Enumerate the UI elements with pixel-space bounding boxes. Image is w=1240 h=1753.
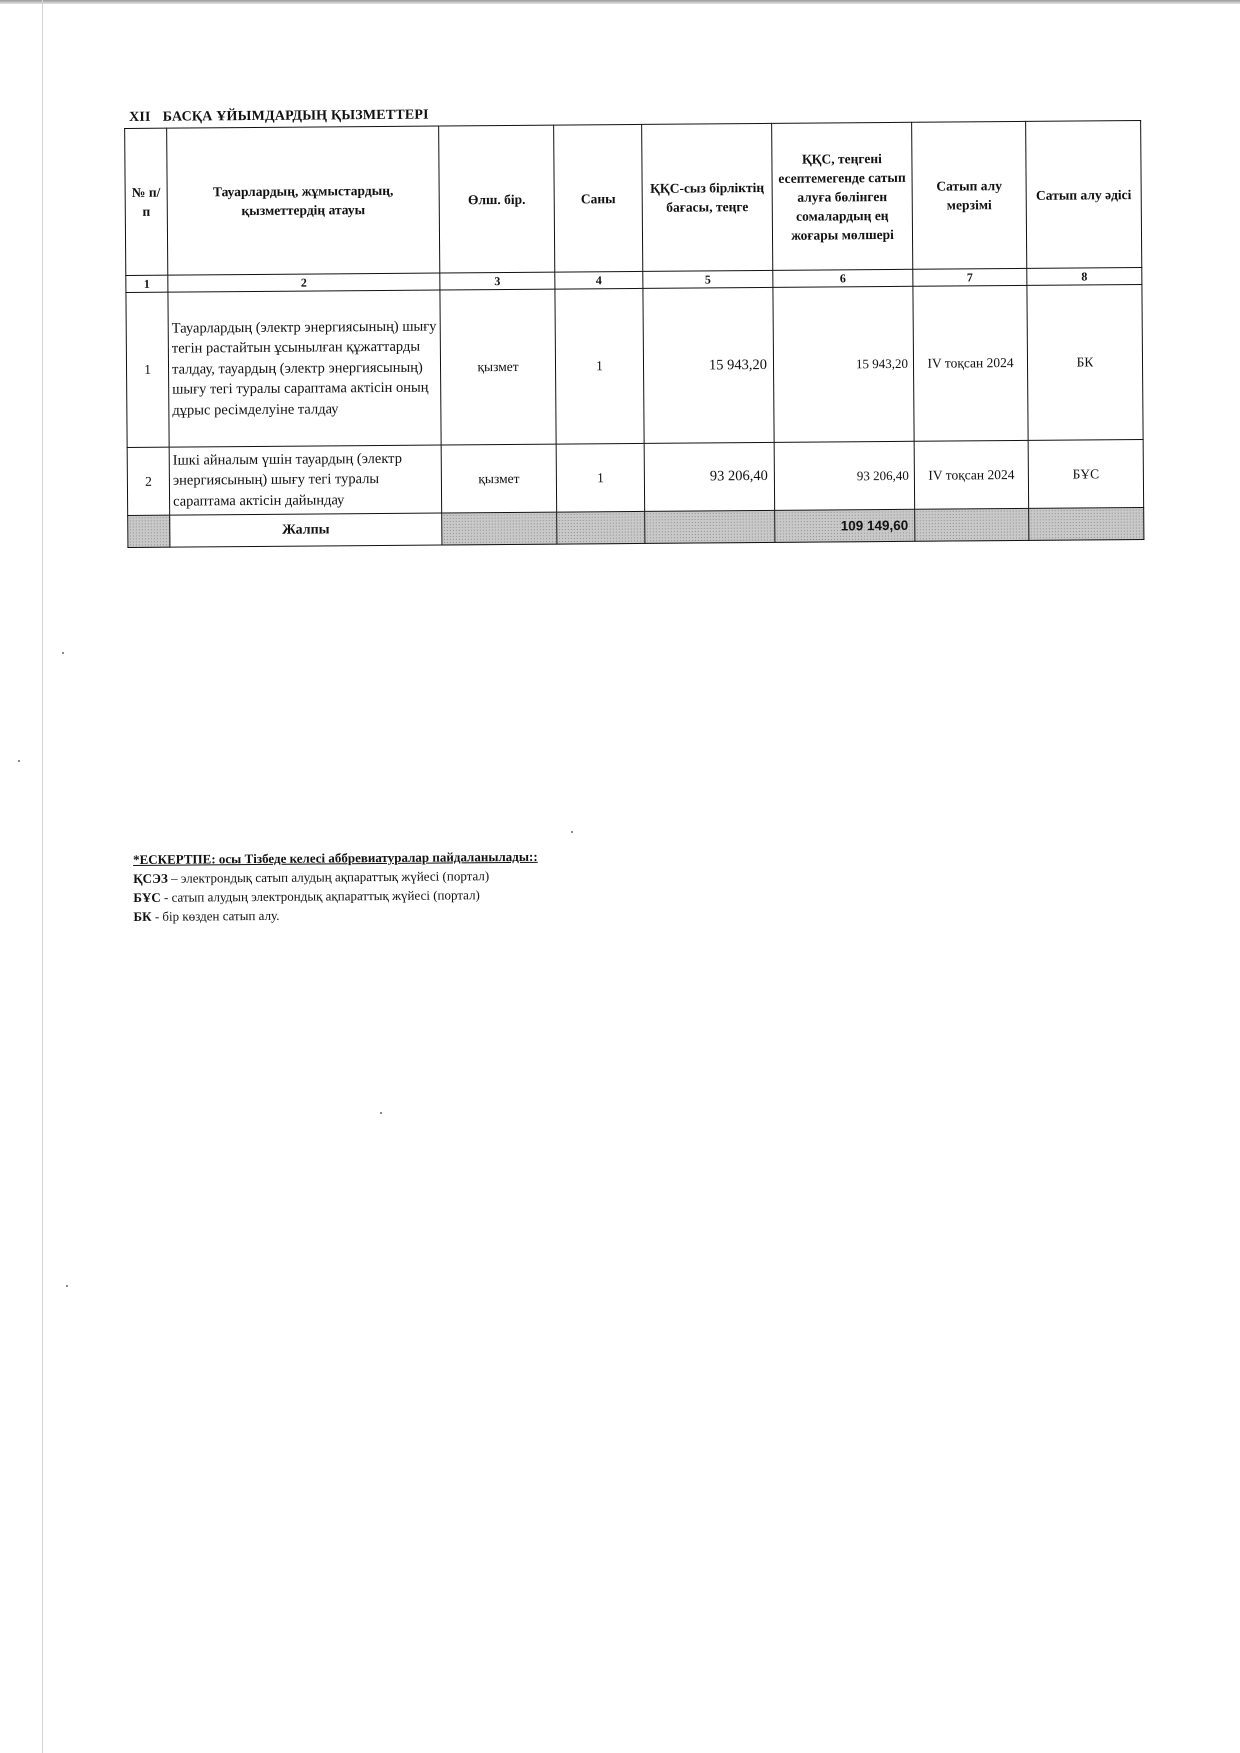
column-index: 7	[913, 268, 1027, 286]
scan-speck	[66, 1285, 68, 1287]
shaded-cell	[645, 510, 775, 543]
item-unit: қызмет	[440, 289, 556, 445]
section-heading: БАСҚА ҰЙЫМДАРДЫҢ ҚЫЗМЕТТЕРІ	[162, 107, 429, 125]
header-unit: Өлш. бір.	[439, 125, 555, 273]
column-index: 6	[773, 269, 913, 287]
scan-fold-line	[42, 0, 43, 1753]
table-row	[127, 440, 1144, 516]
column-index: 1	[126, 275, 168, 292]
row-number: 2	[127, 447, 170, 515]
scan-speck	[380, 1112, 382, 1114]
column-index: 8	[1027, 268, 1142, 286]
header-quantity: Саны	[554, 124, 643, 272]
item-max-amount: 15 943,20	[773, 286, 914, 442]
scan-speck	[571, 831, 573, 833]
item-method: БҰС	[1028, 440, 1144, 509]
procurement-table	[124, 120, 1144, 548]
column-index: 4	[555, 271, 643, 289]
item-max-amount: 93 206,40	[774, 441, 915, 510]
scan-top-edge	[0, 0, 1240, 4]
column-index: 5	[643, 270, 773, 288]
item-unit-price: 93 206,40	[644, 442, 775, 511]
item-period: IV тоқсан 2024	[913, 285, 1028, 441]
note-abbr: БК	[133, 908, 152, 924]
procurement-section	[124, 102, 1143, 548]
total-row	[128, 508, 1144, 548]
shaded-cell	[915, 508, 1029, 541]
note-text: - бір көзден сатып алу.	[151, 907, 280, 924]
item-unit: қызмет	[441, 444, 557, 513]
table-header-row	[125, 121, 1142, 276]
item-quantity: 1	[556, 443, 645, 512]
item-quantity: 1	[555, 288, 644, 444]
note-item	[133, 902, 773, 926]
column-index: 3	[440, 272, 555, 290]
header-period: Сатып алу мерзімі	[912, 121, 1027, 269]
section-number: XII	[128, 109, 151, 125]
total-value: 109 149,60	[775, 509, 915, 542]
table-row	[126, 285, 1143, 448]
note-title: *ЕСКЕРТПЕ: осы Тізбеде келесі аббревиатуралар пайдаланылады::	[133, 848, 538, 867]
scan-speck	[18, 760, 20, 762]
shaded-cell	[557, 511, 645, 544]
item-name: Тауарлардың (электр энергиясының) шығу тегін растайтын ұсынылған құжаттарды талдау, тауардың (электр энергиясының) шығу тегі туралы сараптама актісін оның дұрыс ресімделуіне талдау	[168, 290, 441, 447]
shaded-cell	[1029, 508, 1144, 541]
note-text: - сатып алудың электрондық ақпараттық жүйесі (портал)	[160, 887, 480, 905]
item-method: БК	[1027, 285, 1143, 441]
note-text: – электрондық сатып алудың ақпараттық жүйесі (портал)	[167, 868, 490, 886]
abbreviations-note	[133, 845, 774, 926]
note-abbr: ҚСЭЗ	[133, 870, 168, 886]
shaded-cell	[128, 515, 170, 547]
item-unit-price: 15 943,20	[643, 287, 774, 443]
header-name: Тауарлардың, жұмыстардың, қызметтердің атауы	[167, 126, 440, 275]
header-number: № п/п	[125, 128, 168, 275]
header-max-amount: ҚҚС, теңгені есептемегенде сатып алуға бөлінген сомалардың ең жоғары мөлшері	[772, 122, 913, 270]
header-unit-price: ҚҚС-сыз бірліктің бағасы, теңге	[642, 123, 773, 271]
item-period: IV тоқсан 2024	[914, 440, 1029, 509]
row-number: 1	[126, 292, 169, 447]
shaded-cell	[442, 512, 557, 545]
total-label: Жалпы	[170, 513, 442, 547]
item-name: Ішкі айналым үшін тауардың (электр энергиясының) шығу тегі туралы сараптама актісін дайындау	[169, 445, 442, 515]
column-index: 2	[168, 273, 440, 292]
note-abbr: БҰС	[133, 889, 161, 905]
scan-speck	[62, 652, 64, 654]
header-method: Сатып алу әдісі	[1026, 121, 1142, 269]
